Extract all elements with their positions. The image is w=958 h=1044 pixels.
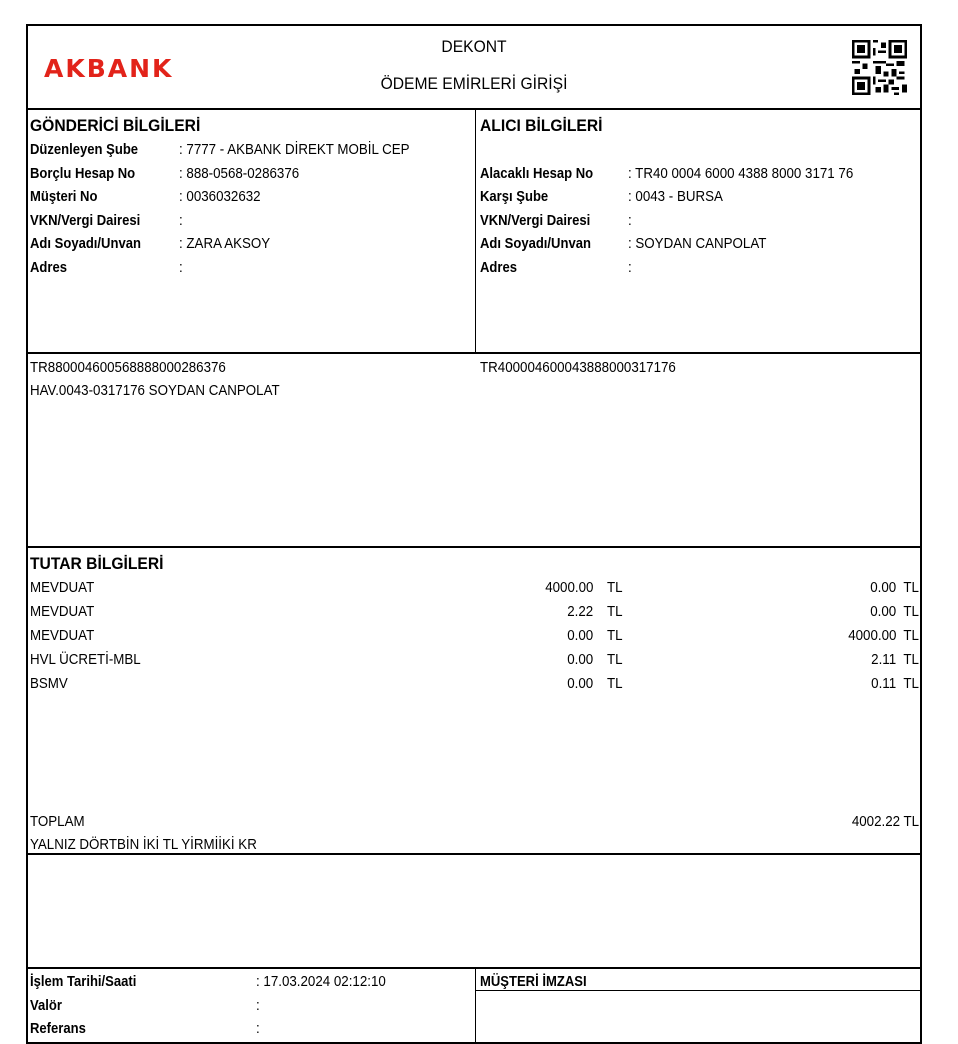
- receiver-branch-value: : 0043 - BURSA: [628, 189, 723, 205]
- amount-cur2: TL: [903, 628, 919, 644]
- total-value: 4002.22 TL: [851, 814, 919, 830]
- sender-account-label: Borçlu Hesap No: [30, 166, 136, 182]
- amount-cur1: TL: [607, 676, 623, 692]
- amount-cur2: TL: [903, 676, 919, 692]
- sender-name-label: Adı Soyadı/Unvan: [30, 236, 141, 252]
- amount-col1: 0.00: [567, 676, 593, 692]
- amount-row-name: BSMV: [30, 676, 68, 692]
- customer-no-value: : 0036032632: [179, 189, 261, 205]
- sender-tax-value: :: [179, 213, 183, 229]
- receiver-account-label: Alacaklı Hesap No: [480, 166, 594, 182]
- amount-col2: 0.11: [871, 676, 896, 692]
- amount-cur1: TL: [607, 652, 623, 668]
- amount-cur2: TL: [903, 580, 919, 596]
- amount-in-words: YALNIZ DÖRTBİN İKİ TL YİRMİİKİ KR: [30, 837, 257, 853]
- sender-account-value: : 888-0568-0286376: [179, 166, 300, 182]
- receiver-address-value: :: [628, 260, 632, 276]
- amount-cur2: TL: [903, 604, 919, 620]
- amount-cur1: TL: [607, 604, 623, 620]
- receiver-branch-label: Karşı Şube: [480, 189, 549, 205]
- amount-col1: 2.22: [567, 604, 593, 620]
- reference-label: Referans: [30, 1021, 86, 1037]
- receiver-tax-value: :: [628, 213, 632, 229]
- receipt-document: [26, 24, 922, 1044]
- receiver-address-label: Adres: [480, 260, 517, 276]
- document-title: DEKONT: [441, 37, 507, 56]
- receiver-name-label: Adı Soyadı/Unvan: [480, 236, 591, 252]
- amount-col1: 4000.00: [544, 580, 593, 596]
- amount-col2: 0.00: [870, 604, 896, 620]
- receiver-tax-label: VKN/Vergi Dairesi: [480, 213, 591, 229]
- reference-value: :: [256, 1021, 260, 1037]
- amounts-section-title: TUTAR BİLGİLERİ: [30, 554, 164, 573]
- receiver-account-value: : TR40 0004 6000 4388 8000 3171 76: [628, 166, 854, 182]
- transaction-date-label: İşlem Tarihi/Saati: [30, 974, 137, 990]
- sender-name-value: : ZARA AKSOY: [179, 236, 271, 252]
- sender-branch-label: Düzenleyen Şube: [30, 142, 139, 158]
- customer-no-label: Müşteri No: [30, 189, 98, 205]
- total-label: TOPLAM: [30, 814, 85, 830]
- transfer-description: HAV.0043-0317176 SOYDAN CANPOLAT: [30, 383, 280, 399]
- amount-col2: 4000.00: [847, 628, 896, 644]
- amount-cur1: TL: [607, 628, 623, 644]
- sender-iban: TR880004600568888000286376: [30, 360, 226, 376]
- amount-row-name: HVL ÜCRETİ-MBL: [30, 652, 141, 668]
- amount-cur1: TL: [607, 580, 623, 596]
- receiver-section-title: ALICI BİLGİLERİ: [480, 116, 603, 135]
- document-subtitle: ÖDEME EMİRLERİ GİRİŞİ: [380, 74, 568, 93]
- amount-col2: 2.11: [871, 652, 896, 668]
- receiver-iban: TR400004600043888000317176: [480, 360, 676, 376]
- value-date-label: Valör: [30, 998, 62, 1014]
- signature-divider: [476, 990, 920, 991]
- sender-branch-value: : 7777 - AKBANK DİREKT MOBİL CEP: [179, 142, 410, 158]
- amount-cur2: TL: [903, 652, 919, 668]
- akbank-logo: AKBANK: [44, 54, 174, 83]
- amount-col1: 0.00: [567, 652, 593, 668]
- amount-col2: 0.00: [870, 580, 896, 596]
- receiver-name-value: : SOYDAN CANPOLAT: [628, 236, 767, 252]
- signature-title: MÜŞTERİ İMZASI: [480, 974, 587, 990]
- amount-row-name: MEVDUAT: [30, 628, 95, 644]
- amount-row-name: MEVDUAT: [30, 580, 95, 596]
- transaction-date-value: : 17.03.2024 02:12:10: [256, 974, 386, 990]
- sender-address-value: :: [179, 260, 183, 276]
- value-date-value: :: [256, 998, 260, 1014]
- sender-section-title: GÖNDERİCİ BİLGİLERİ: [30, 116, 201, 135]
- amount-col1: 0.00: [567, 628, 593, 644]
- sender-address-label: Adres: [30, 260, 67, 276]
- amount-row-name: MEVDUAT: [30, 604, 95, 620]
- sender-tax-label: VKN/Vergi Dairesi: [30, 213, 141, 229]
- qr-code-icon: [852, 40, 907, 95]
